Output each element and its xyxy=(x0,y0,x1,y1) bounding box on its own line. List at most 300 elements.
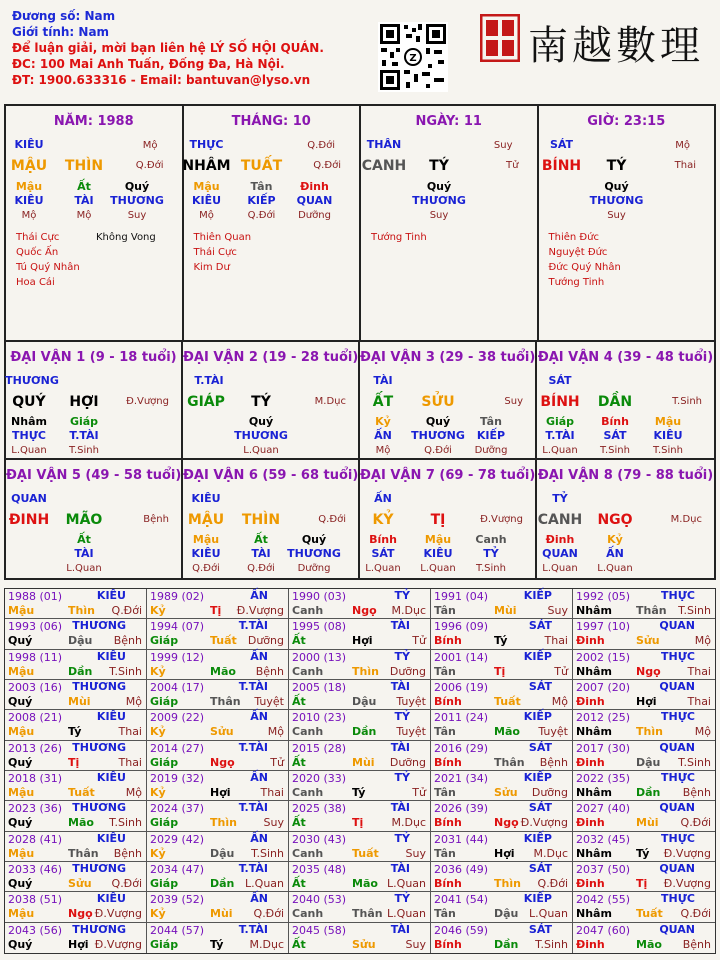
than-sat-star: Thiên Quan xyxy=(193,232,252,243)
dai-van-hidden-can: Quý xyxy=(248,415,274,428)
year-chi: Dậu xyxy=(636,755,661,769)
dai-van-hidden-truong-sinh: T.Sinh xyxy=(69,445,99,456)
hidden-thap-than: KIÊU xyxy=(191,194,222,207)
year-chi: Tị xyxy=(352,816,364,830)
than-sat-star: Đức Quý Nhân xyxy=(548,262,621,273)
year-can: Ất xyxy=(292,755,306,769)
dai-van-hidden-can: Quý xyxy=(301,533,327,546)
dai-van-thap-than: THƯƠNG xyxy=(5,374,59,387)
year-cell xyxy=(431,650,573,680)
year-can: Mậu xyxy=(8,786,35,799)
year-truong-sinh: Mộ xyxy=(694,634,711,648)
dai-van-hidden-thap-than: THỰC xyxy=(12,429,46,442)
dai-van-hidden-truong-sinh: L.Quan xyxy=(420,563,456,574)
qr-center-mark: Z xyxy=(409,53,417,64)
year-label: 2016 (29) xyxy=(434,741,489,755)
dai-van-title: ĐẠI VẬN 8 (79 - 88 tuổi) xyxy=(537,468,714,483)
hidden-truong-sinh: Suy xyxy=(429,210,449,221)
year-thap-than: THƯƠNG xyxy=(72,740,126,754)
year-chi: Tuất xyxy=(494,695,521,708)
dai-van-hidden-can: Mậu xyxy=(424,533,452,546)
year-cell xyxy=(289,589,431,619)
year-label: 1991 (04) xyxy=(434,590,489,603)
year-can: Ất xyxy=(292,877,306,890)
hidden-truong-sinh: Mộ xyxy=(199,210,214,221)
dai-van-hidden-thap-than: T.TÀI xyxy=(69,429,99,442)
dai-van-hidden-truong-sinh: L.Quan xyxy=(66,563,102,574)
year-label: 2011 (24) xyxy=(434,711,489,725)
year-thap-than: TÀI xyxy=(390,801,410,815)
year-thap-than: SÁT xyxy=(528,801,552,815)
year-can: Canh xyxy=(292,604,324,617)
dai-van-hidden-truong-sinh: L.Quan xyxy=(11,445,47,456)
year-chi: Tị xyxy=(68,755,80,769)
year-label: 2039 (52) xyxy=(150,893,205,907)
year-thap-than: TỶ xyxy=(394,771,410,784)
year-cell xyxy=(289,619,431,649)
year-truong-sinh: M.Dục xyxy=(391,816,426,830)
dai-van-title: ĐẠI VẬN 1 (9 - 18 tuổi) xyxy=(10,350,177,365)
than-sat-star: Quốc Ấn xyxy=(16,247,59,258)
year-thap-than: KIẾP xyxy=(523,649,552,663)
pillar-0 xyxy=(6,106,184,340)
year-chi: Hợi xyxy=(352,634,373,648)
dai-van-hidden-can: Canh xyxy=(475,533,507,546)
year-truong-sinh: Q.Đới xyxy=(537,877,568,890)
dai-van-hidden-truong-sinh: Dưỡng xyxy=(474,445,508,456)
hidden-thap-than: THƯƠNG xyxy=(412,194,466,207)
year-chi: Tý xyxy=(494,634,508,648)
year-truong-sinh: Suy xyxy=(263,816,284,830)
year-thap-than: THỰC xyxy=(661,892,695,906)
pillar-thap-than: KIÊU xyxy=(14,138,44,151)
year-chi: Tý xyxy=(68,725,82,739)
year-chi: Mão xyxy=(352,877,378,890)
year-cell xyxy=(431,832,573,862)
year-can: Mậu xyxy=(8,604,35,617)
year-cell xyxy=(289,801,431,831)
hidden-thap-than: THƯƠNG xyxy=(110,194,164,207)
dai-van-hidden-can: Giáp xyxy=(69,415,99,428)
year-can: Quý xyxy=(8,695,33,708)
dai-van-hidden-truong-sinh: T.Sinh xyxy=(653,445,683,456)
year-label: 2022 (35) xyxy=(576,772,631,785)
year-cell xyxy=(147,741,289,771)
dai-van-hidden-can: Tân xyxy=(480,415,502,428)
dai-van-truong-sinh: T.Sinh xyxy=(672,396,702,407)
year-chi: Mùi xyxy=(494,604,517,617)
year-truong-sinh: Bệnh xyxy=(539,755,568,769)
year-can: Tân xyxy=(434,725,456,739)
year-thap-than: ẤN xyxy=(250,771,268,784)
year-thap-than: KIÊU xyxy=(96,892,126,906)
dai-van-hidden-thap-than: THƯƠNG xyxy=(411,429,465,442)
dai-van-6 xyxy=(183,460,360,578)
dai-van-hidden-thap-than: KIÊU xyxy=(423,547,453,560)
header-info xyxy=(12,8,324,88)
dai-van-hidden-truong-sinh: T.Sinh xyxy=(600,445,630,456)
pillar-truong-sinh-chi: Tử xyxy=(506,160,519,171)
year-thap-than: T.TÀI xyxy=(238,619,268,633)
year-can: Kỷ xyxy=(150,664,166,678)
year-can: Kỷ xyxy=(150,846,166,860)
year-can: Tân xyxy=(434,907,456,921)
year-cell xyxy=(5,892,147,922)
year-can: Giáp xyxy=(150,877,179,890)
year-can: Ất xyxy=(292,634,306,648)
year-truong-sinh: Bệnh xyxy=(255,664,284,678)
year-truong-sinh: Mộ xyxy=(125,786,142,799)
dai-van-truong-sinh: M.Dục xyxy=(314,396,346,407)
year-truong-sinh: T.Sinh xyxy=(678,604,711,617)
year-label: 2010 (23) xyxy=(292,711,347,725)
year-cell xyxy=(289,923,431,953)
year-label: 2040 (53) xyxy=(292,893,347,907)
dai-van-hidden-can: Nhâm xyxy=(11,415,47,428)
year-chi: Tý xyxy=(352,786,366,799)
than-sat-star: Thiên Đức xyxy=(548,232,599,243)
year-thap-than: THỰC xyxy=(661,710,695,724)
year-label: 2004 (17) xyxy=(150,681,205,694)
year-label: 2034 (47) xyxy=(150,863,205,876)
dai-van-hidden-can: Ất xyxy=(77,533,91,546)
year-chi: Ngọ xyxy=(68,907,93,921)
year-thap-than: THƯƠNG xyxy=(72,619,126,633)
dai-van-can: QUÝ xyxy=(12,394,46,410)
pillar-truong-sinh-can: Mộ xyxy=(675,140,690,151)
dai-van-title: ĐẠI VẬN 5 (49 - 58 tuổi) xyxy=(6,468,182,483)
dai-van-hidden-truong-sinh: Q.Đới xyxy=(192,563,220,574)
year-label: 2017 (30) xyxy=(576,741,631,755)
year-chi: Thân xyxy=(636,604,667,617)
year-chi: Mùi xyxy=(352,755,375,769)
year-truong-sinh: T.Sinh xyxy=(535,937,568,951)
hidden-can: Quý xyxy=(124,180,150,193)
qr-code[interactable] xyxy=(378,22,448,92)
dai-van-hidden-thap-than: THƯƠNG xyxy=(234,429,288,442)
year-chi: Thìn xyxy=(636,725,663,739)
year-thap-than: KIÊU xyxy=(96,649,126,663)
year-cell xyxy=(573,619,715,649)
year-chi: Tuất xyxy=(636,907,663,921)
year-cell xyxy=(431,923,573,953)
year-can: Kỷ xyxy=(150,907,166,921)
year-truong-sinh: Thai xyxy=(544,634,568,648)
year-cell xyxy=(431,801,573,831)
dai-van-can: CANH xyxy=(537,512,583,528)
year-truong-sinh: Đ.Vượng xyxy=(663,846,711,860)
year-label: 1994 (07) xyxy=(150,620,205,634)
year-thap-than: THƯƠNG xyxy=(72,801,126,815)
year-label: 2023 (36) xyxy=(8,802,63,816)
year-chi: Dần xyxy=(636,786,661,799)
year-thap-than: KIÊU xyxy=(96,771,126,784)
pillar-title: NGÀY: 11 xyxy=(415,114,482,129)
pillar-title: GIỜ: 23:15 xyxy=(587,114,666,129)
year-cell xyxy=(147,923,289,953)
year-label: 1999 (12) xyxy=(150,650,205,664)
year-truong-sinh: Tử xyxy=(412,634,426,648)
contact-address: ĐC: 100 Mai Anh Tuấn, Đống Đa, Hà Nội. xyxy=(12,57,285,71)
year-thap-than: ẤN xyxy=(250,649,268,663)
year-label: 2028 (41) xyxy=(8,832,63,846)
year-truong-sinh: Q.Đới xyxy=(680,816,711,830)
year-chi: Sửu xyxy=(210,725,234,739)
year-can: Canh xyxy=(292,907,324,921)
year-truong-sinh: Bệnh xyxy=(113,634,142,648)
year-can: Đinh xyxy=(576,816,605,830)
than-sat-star: Tướng Tinh xyxy=(371,232,427,243)
year-truong-sinh: T.Sinh xyxy=(109,664,142,678)
year-cell xyxy=(573,589,715,619)
hidden-thap-than: KIẾP xyxy=(247,194,276,207)
year-chi: Ngọ xyxy=(636,664,661,678)
year-thap-than: THỰC xyxy=(661,831,695,845)
year-truong-sinh: T.Sinh xyxy=(109,816,142,830)
pillar-can: CANH xyxy=(361,158,407,174)
year-chi: Mão xyxy=(636,937,662,951)
year-chi: Tuất xyxy=(352,846,379,860)
year-can: Quý xyxy=(8,634,33,648)
year-cell xyxy=(147,619,289,649)
dai-van-can: MẬU xyxy=(187,512,225,528)
year-thap-than: TỶ xyxy=(394,831,410,845)
than-sat-star: Nguyệt Đức xyxy=(548,247,608,258)
dai-van-hidden-can: Quý xyxy=(425,415,451,428)
dai-van-hidden-thap-than: TÀI xyxy=(74,547,94,560)
dai-van-hidden-truong-sinh: T.Sinh xyxy=(476,563,506,574)
pillar-can: NHÂM xyxy=(182,158,231,174)
pillar-chi: TÝ xyxy=(429,158,449,174)
year-thap-than: TỶ xyxy=(394,710,410,724)
year-thap-than: KIẾP xyxy=(523,589,552,602)
than-sat-star: Thái Cực xyxy=(193,247,237,258)
dai-van-thap-than: TÀI xyxy=(373,374,393,387)
dai-van-can: BÍNH xyxy=(540,394,580,410)
year-can: Tân xyxy=(434,604,456,617)
year-thap-than: TÀI xyxy=(390,619,410,633)
year-chi: Thân xyxy=(68,846,99,860)
year-label: 2001 (14) xyxy=(434,650,489,664)
year-cell xyxy=(431,619,573,649)
year-can: Bính xyxy=(434,877,462,890)
dai-van-grid xyxy=(4,342,716,580)
pillar-truong-sinh-chi: Q.Đới xyxy=(135,160,164,171)
dai-van-1 xyxy=(6,342,183,460)
year-chi: Dậu xyxy=(68,634,93,648)
contact-phone-email: ĐT: 1900.633316 - Email: bantuvan@lyso.vn xyxy=(12,73,311,87)
year-thap-than: KIÊU xyxy=(96,710,126,724)
than-sat-star: Thái Cực xyxy=(16,232,60,243)
year-label: 2002 (15) xyxy=(576,650,631,664)
year-thap-than: THỰC xyxy=(661,649,695,663)
year-can: Nhâm xyxy=(576,907,612,921)
year-chi: Thìn xyxy=(68,604,95,617)
year-cell xyxy=(147,680,289,710)
year-can: Kỷ xyxy=(150,725,166,739)
year-thap-than: SÁT xyxy=(528,619,552,633)
year-cell xyxy=(5,650,147,680)
year-label: 2021 (34) xyxy=(434,772,489,785)
year-can: Giáp xyxy=(150,634,179,648)
dai-van-chi: MÃO xyxy=(65,512,103,528)
year-can: Quý xyxy=(8,937,33,951)
dai-van-hidden-thap-than: KIÊU xyxy=(191,547,221,560)
year-label: 2013 (26) xyxy=(8,741,63,755)
hidden-truong-sinh: Q.Đới xyxy=(247,210,276,221)
year-can: Đinh xyxy=(576,695,605,708)
year-chi: Tị xyxy=(636,877,648,890)
year-cell xyxy=(289,832,431,862)
year-thap-than: KIẾP xyxy=(523,710,552,724)
year-can: Bính xyxy=(434,937,462,951)
year-label: 2035 (48) xyxy=(292,863,347,876)
year-truong-sinh: Suy xyxy=(405,846,426,860)
year-label: 1995 (08) xyxy=(292,620,347,634)
dai-van-chi: HỢI xyxy=(69,394,99,410)
hidden-can: Mậu xyxy=(193,180,220,193)
year-can: Quý xyxy=(8,816,33,830)
year-truong-sinh: Thai xyxy=(118,755,142,769)
dai-van-hidden-thap-than: KIÊU xyxy=(653,429,683,442)
year-thap-than: THỰC xyxy=(661,589,695,602)
year-can: Bính xyxy=(434,634,462,648)
hidden-can: Ất xyxy=(77,180,91,193)
four-pillars xyxy=(4,104,716,342)
pillar-1 xyxy=(184,106,362,340)
year-truong-sinh: L.Quan xyxy=(387,907,426,921)
year-can: Canh xyxy=(292,664,324,678)
dai-van-3 xyxy=(360,342,537,460)
year-truong-sinh: Dưỡng xyxy=(247,634,284,648)
year-thap-than: KIÊU xyxy=(96,831,126,845)
dai-van-thap-than: KIÊU xyxy=(191,492,221,505)
pillar-3 xyxy=(539,106,715,340)
year-thap-than: THƯƠNG xyxy=(72,680,126,693)
year-label: 2043 (56) xyxy=(8,923,63,937)
hidden-thap-than: TÀI xyxy=(74,194,94,207)
year-cell xyxy=(573,801,715,831)
year-thap-than: QUAN xyxy=(659,922,695,936)
year-cell xyxy=(5,801,147,831)
year-thap-than: TỶ xyxy=(394,649,410,663)
year-can: Nhâm xyxy=(576,725,612,739)
dai-van-chi: NGỌ xyxy=(597,512,633,528)
dai-van-hidden-can: Bính xyxy=(369,533,397,546)
year-thap-than: ẤN xyxy=(250,589,268,602)
than-sat-star: Kim Dư xyxy=(193,262,230,273)
dai-van-hidden-thap-than: THƯƠNG xyxy=(287,547,341,560)
year-truong-sinh: Tuyệt xyxy=(538,725,568,739)
dai-van-hidden-can: Ất xyxy=(254,533,268,546)
year-cell xyxy=(5,619,147,649)
year-label: 2000 (13) xyxy=(292,650,347,664)
year-chi: Mùi xyxy=(210,907,233,921)
year-truong-sinh: M.Dục xyxy=(249,937,284,951)
year-cell xyxy=(573,832,715,862)
year-thap-than: ẤN xyxy=(250,892,268,906)
year-truong-sinh: Suy xyxy=(405,937,426,951)
pillar-chi: TUẤT xyxy=(240,158,283,174)
year-can: Canh xyxy=(292,786,324,799)
year-cell xyxy=(147,589,289,619)
year-label: 2018 (31) xyxy=(8,772,63,785)
dai-van-can: ĐINH xyxy=(8,512,50,528)
year-truong-sinh: Q.Đới xyxy=(253,907,284,921)
than-sat-star: Tú Quý Nhân xyxy=(16,262,80,273)
dai-van-hidden-thap-than: T.TÀI xyxy=(545,429,575,442)
year-label: 2015 (28) xyxy=(292,741,347,755)
year-truong-sinh: Tử xyxy=(554,664,568,678)
year-truong-sinh: Bệnh xyxy=(682,786,711,799)
year-thap-than: QUAN xyxy=(659,740,695,754)
year-cell xyxy=(5,589,147,619)
year-label: 1993 (06) xyxy=(8,620,63,634)
year-cell xyxy=(5,832,147,862)
year-can: Bính xyxy=(434,695,462,708)
year-truong-sinh: L.Quan xyxy=(245,877,284,890)
year-can: Canh xyxy=(292,846,324,860)
year-cell xyxy=(5,771,147,801)
year-can: Mậu xyxy=(8,664,35,678)
year-truong-sinh: Q.Đới xyxy=(111,877,142,890)
pillar-can: MẬU xyxy=(10,158,48,174)
year-chi: Dần xyxy=(494,937,519,951)
year-cell xyxy=(431,680,573,710)
hidden-thap-than: QUAN xyxy=(296,194,333,207)
dai-van-8 xyxy=(537,460,714,578)
year-chi: Tuất xyxy=(210,634,237,648)
year-chi: Dần xyxy=(68,664,93,678)
dai-van-5 xyxy=(6,460,183,578)
year-can: Kỷ xyxy=(150,604,166,617)
year-cell xyxy=(289,892,431,922)
dai-van-thap-than: T.TÀI xyxy=(194,374,224,387)
dai-van-truong-sinh: Đ.Vượng xyxy=(480,514,523,525)
dai-van-hidden-thap-than: TỶ xyxy=(483,547,499,560)
year-truong-sinh: Đ.Vượng xyxy=(236,604,284,617)
hidden-truong-sinh: Mộ xyxy=(76,210,92,221)
year-label: 2037 (50) xyxy=(576,863,631,876)
year-truong-sinh: T.Sinh xyxy=(251,846,284,860)
dai-van-title: ĐẠI VẬN 7 (69 - 78 tuổi) xyxy=(360,468,536,483)
dai-van-title: ĐẠI VẬN 6 (59 - 68 tuổi) xyxy=(183,468,359,483)
year-thap-than: QUAN xyxy=(659,680,695,693)
year-chi: Sửu xyxy=(68,877,92,890)
year-label: 2046 (59) xyxy=(434,923,489,937)
year-cell xyxy=(573,650,715,680)
year-truong-sinh: Đ.Vượng xyxy=(663,877,711,890)
year-cell xyxy=(289,710,431,740)
year-truong-sinh: Thai xyxy=(260,786,284,799)
year-chi: Tuất xyxy=(68,786,95,799)
year-cell xyxy=(289,650,431,680)
year-label: 2014 (27) xyxy=(150,741,205,755)
year-can: Tân xyxy=(434,846,456,860)
dai-van-hidden-truong-sinh: Mộ xyxy=(375,445,391,456)
year-label: 1990 (03) xyxy=(292,590,347,603)
year-chi: Dậu xyxy=(210,846,235,860)
year-chi: Mão xyxy=(68,816,94,830)
hidden-can: Tân xyxy=(250,180,273,193)
year-chi: Mùi xyxy=(68,695,91,708)
year-label: 1988 (01) xyxy=(8,590,63,603)
year-can: Quý xyxy=(8,755,33,769)
dai-van-truong-sinh: Bệnh xyxy=(143,514,169,525)
year-thap-than: T.TÀI xyxy=(238,922,268,936)
year-thap-than: TÀI xyxy=(390,740,410,754)
year-can: Kỷ xyxy=(150,786,166,799)
